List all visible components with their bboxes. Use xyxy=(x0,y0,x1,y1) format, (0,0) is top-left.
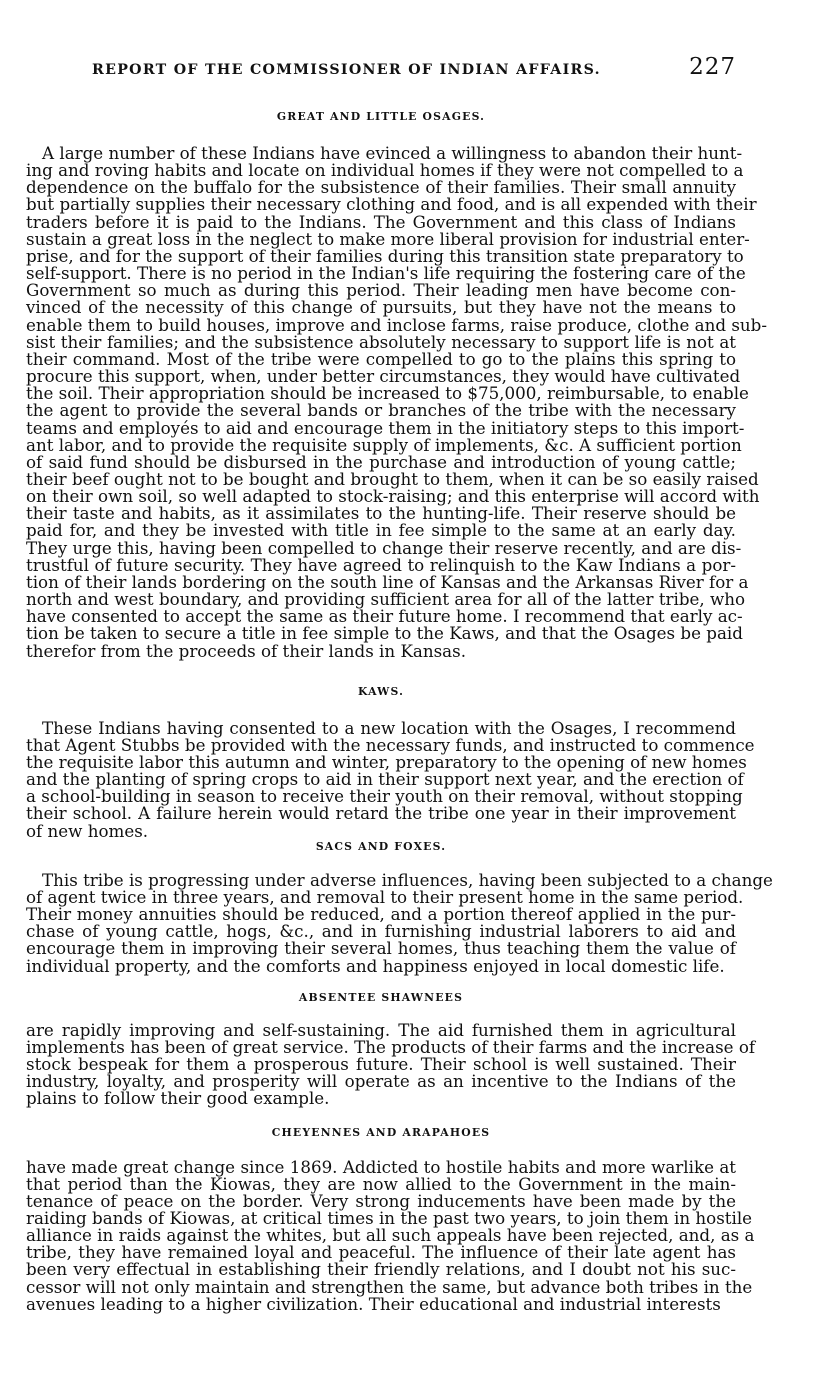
text-line: Government so much as during this period. Their leading men have become con- xyxy=(26,280,736,301)
text-line: tion be taken to secure a title in fee simple to the Kaws, and that the Osages be paid xyxy=(26,623,743,644)
text-line: enable them to build houses, improve and inclose farms, raise produce, clothe and sub- xyxy=(26,314,767,335)
text-line: of new homes. xyxy=(26,820,149,841)
text-line: a school-building in season to receive their youth on their removal, without stopping xyxy=(26,786,743,807)
text-line: They urge this, having been compelled to change their reserve recently, and are dis- xyxy=(26,537,742,558)
section-heading: SACS AND FOXES. xyxy=(315,839,447,853)
text-line: the soil. Their appropriation should be increased to $75,000, reimbursable, to enable xyxy=(26,383,749,404)
text-line: raiding bands of Kiowas, at critical times in the past two years, to join them in hostile xyxy=(26,1207,753,1228)
text-line: on their own soil, so well adapted to stock-raising; and this enterprise will accord with xyxy=(26,486,760,507)
section-paragraph xyxy=(26,1156,755,1314)
section-heading: ABSENTEE SHAWNEES xyxy=(298,990,464,1004)
section-paragraph xyxy=(26,869,773,976)
text-line: stock bespeak for them a prosperous future. Their school is well sustained. Their xyxy=(26,1054,736,1075)
text-line: tenance of peace on the border. Very strong inducements have been made by the xyxy=(26,1190,736,1211)
text-line: are rapidly improving and self-sustaining. The aid furnished them in agricultural xyxy=(26,1019,736,1040)
text-line: have consented to accept the same as their future home. I recommend that early ac- xyxy=(26,606,743,627)
text-line: trustful of future security. They have agreed to relinquish to the Kaw Indians a por- xyxy=(26,554,736,575)
text-line: alliance in raids against the whites, but all such appeals have been rejected, and, as a xyxy=(26,1225,755,1246)
text-line: have made great change since 1869. Addicted to hostile habits and more warlike at xyxy=(26,1156,736,1177)
text-line: sist their families; and the subsistence absolutely necessary to support life is not at xyxy=(26,331,736,352)
text-line: paid for, and they be invested with title in fee simple to the same at an early day. xyxy=(26,520,736,541)
text-line: self-support. There is no period in the Indian's life requiring the fostering care of the xyxy=(26,263,746,284)
running-title: REPORT OF THE COMMISSIONER OF INDIAN AFFAIRS. xyxy=(92,62,601,78)
text-line: encourage them in improving their several homes, thus teaching them the value of xyxy=(26,938,736,959)
text-line: vinced of the necessity of this change of pursuits, but they have not the means to xyxy=(26,297,736,318)
text-line: plains to follow their good example. xyxy=(26,1088,330,1109)
page-number: 227 xyxy=(689,54,736,80)
text-line: A large number of these Indians have evinced a willingness to abandon their hunt- xyxy=(42,143,743,163)
text-line: tribe, they have remained loyal and peaceful. The influence of their late agent has xyxy=(26,1242,736,1263)
text-line: and the planting of spring crops to aid in their support next year, and the erection of xyxy=(26,769,744,790)
text-line: procure this support, when, under better circumstances, they would have cultivated xyxy=(26,366,741,387)
text-line: cessor will not only maintain and strengthen the same, but advance both tribes in the xyxy=(26,1276,753,1297)
text-line: traders before it is paid to the Indians. The Government and this class of Indians xyxy=(26,211,736,232)
text-line: north and west boundary, and providing sufficient area for all of the latter tribe, who xyxy=(26,589,746,610)
section-paragraph xyxy=(26,1019,756,1109)
text-line: of agent twice in three years, and removal to their present home in the same period. xyxy=(26,886,744,907)
text-line: that period than the Kiowas, they are now allied to the Government in the main- xyxy=(26,1173,736,1194)
section-heading: CHEYENNES AND ARAPAHOES xyxy=(271,1125,491,1139)
text-line: individual property, and the comforts and happiness enjoyed in local domestic life. xyxy=(26,955,725,976)
text-line: their school. A failure herein would retard the tribe one year in their improvement xyxy=(26,803,736,824)
text-line: avenues leading to a higher civilization. Their educational and industrial interests xyxy=(26,1293,721,1314)
text-line: ing and roving habits and locate on individual homes if they were not compelled to a xyxy=(26,160,744,181)
text-line: prise, and for the support of their families during this transition state preparatory to xyxy=(26,245,744,266)
text-line: dependence on the buffalo for the subsistence of their families. Their small annuity xyxy=(26,177,736,198)
text-line: of said fund should be disbursed in the purchase and introduction of young cattle; xyxy=(26,451,736,472)
text-line: that Agent Stubbs be provided with the necessary funds, and instructed to commence xyxy=(26,734,755,755)
text-line: implements has been of great service. The products of their farms and the increase of xyxy=(26,1036,756,1057)
text-line: but partially supplies their necessary clothing and food, and is all expended with their xyxy=(26,194,757,215)
text-line: the agent to provide the several bands or branches of the tribe with the necessary xyxy=(26,400,736,421)
section-paragraph xyxy=(26,143,767,661)
text-line: teams and employés to aid and encourage them in the initiatory steps to this import- xyxy=(26,417,745,438)
text-line: ant labor, and to provide the requisite supply of implements, &c. A sufficient portion xyxy=(26,434,742,455)
text-line: These Indians having consented to a new location with the Osages, I recommend xyxy=(42,717,736,738)
sections-container xyxy=(26,110,773,1314)
section-paragraph xyxy=(26,717,755,841)
text-line: industry, loyalty, and prosperity will operate as an incentive to the Indians of the xyxy=(26,1071,736,1092)
text-line: the requisite labor this autumn and winter, preparatory to the opening of new homes xyxy=(26,752,747,772)
section-heading: GREAT AND LITTLE OSAGES. xyxy=(276,110,486,123)
page-header xyxy=(26,52,736,86)
text-line: their command. Most of the tribe were compelled to go to the plains this spring to xyxy=(26,348,736,369)
text-line: This tribe is progressing under adverse influences, having been subjected to a change xyxy=(42,869,773,890)
text-line: chase of young cattle, hogs, &c., and in furnishing industrial laborers to aid and xyxy=(26,921,736,942)
text-line: been very effectual in establishing their friendly relations, and I doubt not his suc- xyxy=(26,1259,736,1280)
text-line: Their money annuities should be reduced, and a portion thereof applied in the pur- xyxy=(26,904,736,925)
text-line: tion of their lands bordering on the south line of Kansas and the Arkansas River for a xyxy=(26,571,749,592)
text-line: their beef ought not to be bought and brought to them, when it can be so easily raised xyxy=(26,468,759,489)
document-page xyxy=(26,52,773,1314)
section-heading: KAWS. xyxy=(357,684,405,698)
text-line: therefor from the proceeds of their lands in Kansas. xyxy=(26,640,466,661)
text-line: sustain a great loss in the neglect to make more liberal provision for industrial enter- xyxy=(26,228,750,249)
text-line: their taste and habits, as it assimilates to the hunting-life. Their reserve should be xyxy=(26,503,736,524)
